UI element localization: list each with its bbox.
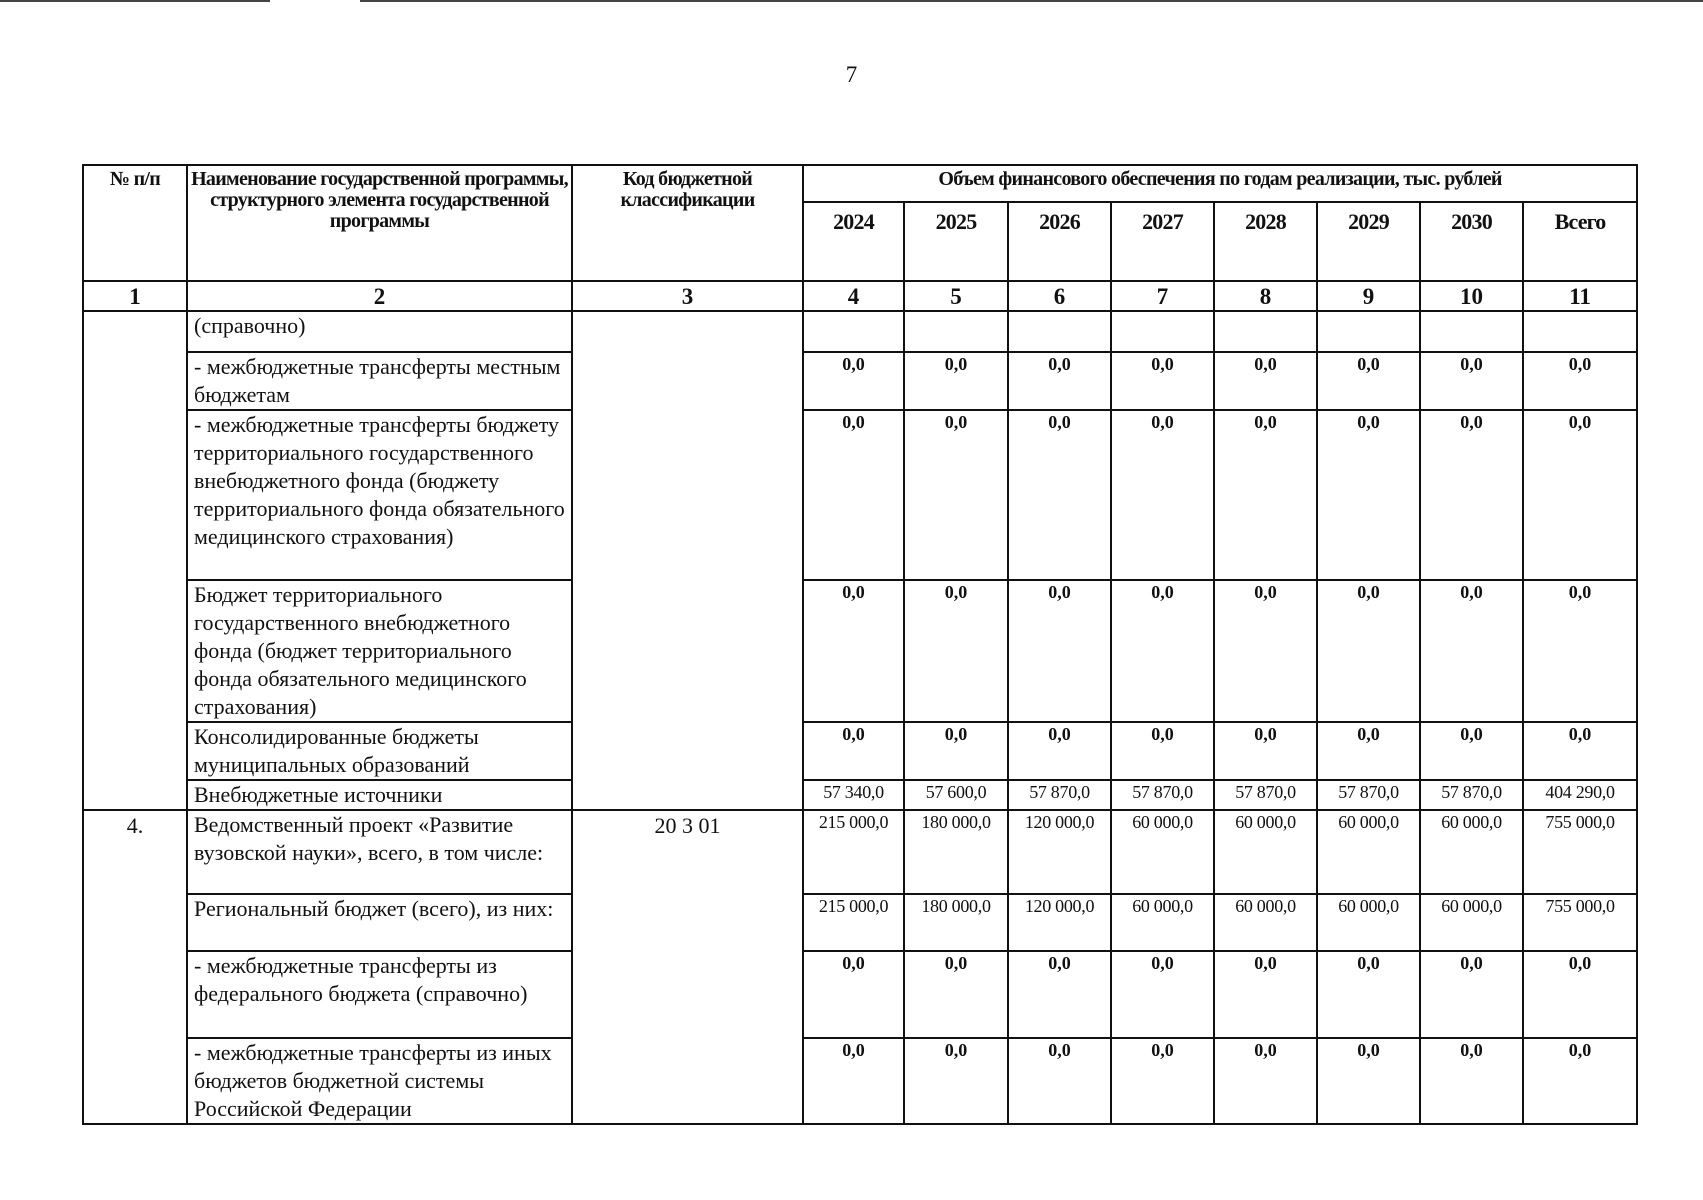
value-cell	[803, 311, 904, 352]
value-cell: 0,0	[1008, 352, 1111, 410]
value-cell: 57 870,0	[1420, 780, 1523, 810]
value-cell: 0,0	[803, 352, 904, 410]
value-cell: 120 000,0	[1008, 810, 1111, 894]
column-numbers-row	[83, 281, 1637, 311]
financing-table	[82, 164, 1638, 1125]
table-row	[83, 951, 1637, 1038]
row-name: (справочно)	[187, 311, 572, 352]
value-cell: 60 000,0	[1420, 894, 1523, 951]
value-cell: 57 870,0	[1214, 780, 1317, 810]
column-number: 1	[83, 281, 187, 311]
value-cell: 0,0	[1317, 722, 1420, 780]
value-cell: 60 000,0	[1214, 810, 1317, 894]
value-cell: 0,0	[1111, 951, 1214, 1038]
header-year: 2024	[803, 202, 904, 281]
value-cell	[1111, 311, 1214, 352]
value-cell: 60 000,0	[1420, 810, 1523, 894]
row-number	[83, 311, 187, 810]
value-cell: 0,0	[1008, 722, 1111, 780]
row-name: Бюджет территориального государственного внебюджетного фонда (бюджет территориального фонда обязательного медицинского страхования)	[187, 580, 572, 722]
row-name: - межбюджетные трансферты местным бюджетам	[187, 352, 572, 410]
row-name: - межбюджетные трансферты из федерального бюджета (справочно)	[187, 951, 572, 1038]
header-col-code: Код бюджетной классификации	[572, 165, 803, 281]
value-cell: 0,0	[1111, 580, 1214, 722]
header-year: 2030	[1420, 202, 1523, 281]
value-cell: 0,0	[904, 1038, 1008, 1124]
value-cell: 0,0	[1420, 410, 1523, 580]
row-name: - межбюджетные трансферты из иных бюджетов бюджетной системы Российской Федерации	[187, 1038, 572, 1124]
value-cell: 57 600,0	[904, 780, 1008, 810]
column-number: 3	[572, 281, 803, 311]
value-cell	[1008, 311, 1111, 352]
value-cell: 0,0	[1008, 951, 1111, 1038]
column-number: 5	[904, 281, 1008, 311]
value-cell: 0,0	[1317, 352, 1420, 410]
row-name: Консолидированные бюджеты муниципальных образований	[187, 722, 572, 780]
top-edge-line	[360, 0, 1703, 2]
top-edge-line	[0, 0, 270, 2]
header-year: 2027	[1111, 202, 1214, 281]
header-year: 2026	[1008, 202, 1111, 281]
value-cell: 0,0	[1420, 1038, 1523, 1124]
page-number: 7	[845, 62, 858, 87]
value-cell: 60 000,0	[1111, 894, 1214, 951]
value-cell	[1523, 311, 1637, 352]
value-cell: 180 000,0	[904, 894, 1008, 951]
value-cell: 0,0	[1420, 951, 1523, 1038]
table-row	[83, 352, 1637, 410]
value-cell: 0,0	[1317, 1038, 1420, 1124]
value-cell: 57 870,0	[1008, 780, 1111, 810]
row-name: Внебюджетные источники	[187, 780, 572, 810]
value-cell: 0,0	[904, 410, 1008, 580]
value-cell: 120 000,0	[1008, 894, 1111, 951]
table-row	[83, 1038, 1637, 1124]
value-cell: 0,0	[1214, 951, 1317, 1038]
value-cell: 0,0	[904, 722, 1008, 780]
value-cell: 755 000,0	[1523, 894, 1637, 951]
table-row	[83, 722, 1637, 780]
value-cell: 57 870,0	[1317, 780, 1420, 810]
header-year: 2025	[904, 202, 1008, 281]
value-cell: 0,0	[803, 410, 904, 580]
value-cell	[904, 311, 1008, 352]
column-number: 2	[187, 281, 572, 311]
header-year-total: Всего	[1523, 202, 1637, 281]
value-cell: 0,0	[1523, 722, 1637, 780]
value-cell: 0,0	[904, 352, 1008, 410]
value-cell: 0,0	[1214, 1038, 1317, 1124]
table-row	[83, 810, 1637, 894]
budget-code: 20 3 01	[572, 810, 803, 1124]
column-number: 7	[1111, 281, 1214, 311]
table-row	[83, 780, 1637, 810]
value-cell: 0,0	[1317, 580, 1420, 722]
value-cell: 0,0	[1008, 410, 1111, 580]
column-number: 10	[1420, 281, 1523, 311]
header-col-np: № п/п	[83, 165, 187, 281]
value-cell: 0,0	[1111, 352, 1214, 410]
value-cell: 0,0	[1111, 1038, 1214, 1124]
row-number: 4.	[83, 810, 187, 1124]
value-cell: 60 000,0	[1317, 810, 1420, 894]
value-cell: 0,0	[904, 580, 1008, 722]
value-cell: 0,0	[1008, 1038, 1111, 1124]
value-cell: 0,0	[1214, 352, 1317, 410]
value-cell: 0,0	[803, 580, 904, 722]
value-cell: 0,0	[1214, 410, 1317, 580]
value-cell: 755 000,0	[1523, 810, 1637, 894]
value-cell: 0,0	[803, 1038, 904, 1124]
column-number: 6	[1008, 281, 1111, 311]
value-cell: 404 290,0	[1523, 780, 1637, 810]
budget-code	[572, 311, 803, 810]
value-cell: 57 870,0	[1111, 780, 1214, 810]
value-cell: 60 000,0	[1111, 810, 1214, 894]
value-cell: 0,0	[1523, 951, 1637, 1038]
value-cell: 0,0	[1214, 722, 1317, 780]
value-cell: 0,0	[1523, 410, 1637, 580]
header-year: 2028	[1214, 202, 1317, 281]
table-row	[83, 580, 1637, 722]
value-cell: 0,0	[1523, 580, 1637, 722]
value-cell: 0,0	[1111, 722, 1214, 780]
header-year: 2029	[1317, 202, 1420, 281]
value-cell: 0,0	[1420, 722, 1523, 780]
table-row	[83, 311, 1637, 352]
value-cell: 0,0	[1008, 580, 1111, 722]
column-number: 11	[1523, 281, 1637, 311]
column-number: 9	[1317, 281, 1420, 311]
row-name: - межбюджетные трансферты бюджету территориального государственного внебюджетного фонда (бюджету территориального фонда обязательного медицинского страхования)	[187, 410, 572, 580]
table-row	[83, 410, 1637, 580]
value-cell: 215 000,0	[803, 894, 904, 951]
value-cell: 0,0	[1420, 580, 1523, 722]
header-col-name: Наименование государственной программы, структурного элемента государственной программы	[187, 165, 572, 281]
value-cell: 0,0	[1523, 1038, 1637, 1124]
value-cell: 0,0	[1214, 580, 1317, 722]
value-cell	[1317, 311, 1420, 352]
value-cell: 180 000,0	[904, 810, 1008, 894]
value-cell: 60 000,0	[1214, 894, 1317, 951]
value-cell: 0,0	[803, 722, 904, 780]
value-cell	[1214, 311, 1317, 352]
value-cell: 0,0	[904, 951, 1008, 1038]
value-cell: 0,0	[803, 951, 904, 1038]
value-cell: 215 000,0	[803, 810, 904, 894]
value-cell: 60 000,0	[1317, 894, 1420, 951]
column-number: 4	[803, 281, 904, 311]
value-cell: 0,0	[1523, 352, 1637, 410]
header-row	[83, 165, 1637, 202]
header-col-volume: Объем финансового обеспечения по годам реализации, тыс. рублей	[803, 165, 1637, 202]
row-name: Региональный бюджет (всего), из них:	[187, 894, 572, 951]
value-cell: 57 340,0	[803, 780, 904, 810]
value-cell: 0,0	[1420, 352, 1523, 410]
table-row	[83, 894, 1637, 951]
value-cell: 0,0	[1317, 951, 1420, 1038]
column-number: 8	[1214, 281, 1317, 311]
value-cell: 0,0	[1111, 410, 1214, 580]
row-name: Ведомственный проект «Развитие вузовской науки», всего, в том числе:	[187, 810, 572, 894]
value-cell: 0,0	[1317, 410, 1420, 580]
value-cell	[1420, 311, 1523, 352]
